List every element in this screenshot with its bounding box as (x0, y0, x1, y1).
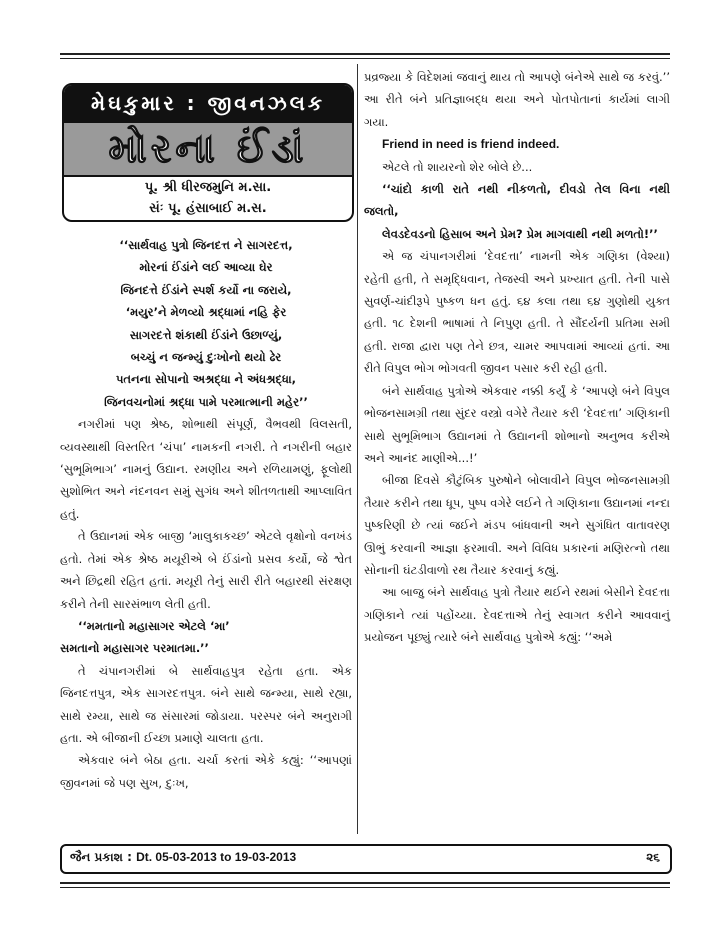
paragraph: તે ચંપાનગરીમાં બે સાર્થવાહપુત્ર રહેતા હતા. એક જિનદત્તપુત્ર, એક સાગરદત્તપુત્ર. બંને સાથે જન્મ્યા, સાથે રહ્યા, સાથે રમ્યા, સાથે જ સંસારમાં જોડાયા. પરસ્પર બંને અનુરાગી હતા. એ બીજાની ઈચ્છા પ્રમાણે ચાલતા હતા. (60, 663, 352, 745)
poem-line: બચ્ચું ન જન્મ્યું દુઃખોનો થયો ઢેર (130, 350, 282, 365)
poem-line: ‘મયુર’ને મેળવ્યો શ્રદ્ધામાં નહિ ફેર (125, 305, 287, 320)
article-title: મોરના ઈંડાં (64, 121, 352, 177)
series-title: મેઘકુમાર : જીવનઝલક (64, 85, 352, 121)
poem-line: ‘‘સાર્થવાહ પુત્રો જિનદત્ત ને સાગરદત્ત, (119, 238, 293, 252)
paragraph: આ બાજુ બંને સાર્થવાહ પુત્રો તૈયાર થઈને રથમાં બેસીને દેવદત્તા ગણિકાને ત્યાં પહોંચ્યા. દેવદત્તાએ તેનું સ્વાગત કરીને આવવાનું પ્રયોજન પૂછ્યું ત્યારે બંને સાર્થવાહ પુત્રોએ કહ્યું: ‘‘અમે (364, 585, 670, 645)
poem-line: મોરનાં ઈંડાંને લઈ આવ્યા ઘેર (139, 260, 273, 275)
poem-line: સાગરદત્તે શંકાથી ઈંડાંને ઉછાળ્યું, (129, 327, 283, 342)
paragraph: બીજા દિવસે કૌટુંબિક પુરુષોને બોલાવીને વિપુલ ભોજનસામગ્રી તૈયાર કરીને તથા ધૂપ, પુષ્પ વગેરે લઈને તે ગણિકાના ઉદ્યાનમાં નન્દા પુષ્કરિણી છે ત્યાં જઈને મંડપ બાંધવાની અને સુગંધિત વાતાવરણ ઊભું કરવાની આજ્ઞા ફરમાવી. અને વિવિધ પ્રકારનાં મણિરત્નો તથા સોનાની ઘંટડીવાળો રથ તૈયાર કરવાનું કહ્યું. (364, 473, 670, 577)
paragraph: તે ઉદ્યાનમાં એક બાજી ‘માલુકાકચ્છ’ એટલે વૃક્ષોનો વનખંડ હતો. તેમાં એક શ્રેષ્ઠ મયૂરીએ બે ઈંડાંનો પ્રસવ કર્યો, જે શ્વેત અને છિદ્રથી રહિત હતાં. મયૂરી તેનું સારી રીતે બહારથી સંરક્ષણ કરીને તેની સારસંભાળ લેતી હતી. (60, 529, 352, 611)
editor-line: સંઃ પૂ. હંસાબાઈ મ.સ. (149, 201, 267, 216)
poem-line: જિનદત્તે ઈંડાંને સ્પર્શ કર્યો ના જરાયે, (120, 282, 292, 297)
paragraph: બંને સાર્થવાહ પુત્રોએ એકવાર નક્કી કર્યું કે ‘આપણે બંને વિપુલ ભોજનસામગ્રી તથા સુંદર વસ્ત્રો વગેરે તૈયાર કરી ‘દેવદત્તા’ ગણિકાની સાથે સુભૂમિભાગ ઉદ્યાનમાં તે ઉદ્યાનની શોભાનો અનુભવ કરીએ અને આનંદ માણીએ...!’ (364, 383, 670, 465)
quote-line: ‘‘મમતાનો મહાસાગર એટલે ‘મા’ (78, 618, 230, 633)
issue-date: Dt. 05-03-2013 to 19-03-2013 (136, 850, 297, 864)
paragraph: એકવાર બંને બેઠા હતા. ચર્ચા કરતાં એકે કહ્યું: ‘‘આપણાં જીવનમાં જે પણ સુખ, દુઃખ, (60, 753, 352, 790)
poem-line: પતનના સોપાનો અશ્રદ્ધા ને અંધશ્રદ્ધા, (115, 372, 297, 387)
bottom-rule-thin (60, 887, 670, 888)
quote-line: લેવડદેવડનો હિસાબ અને પ્રેમ? પ્રેમ માગવાથી નથી મળતો!’’ (382, 226, 658, 241)
page-footer (60, 844, 672, 874)
paragraph: નગરીમાં પણ શ્રેષ્ઠ, શોભાથી સંપૂર્ણ, વૈભવથી વિલસતી, વ્યવસ્થાથી વિસ્તરિત ‘ચંપા’ નામકની નગરી. તે નગરીની બહાર ‘સુભૂમિભાગ’ નામનું ઉદ્યાન. રમણીય અને રળિયામણું, ફૂલોથી સુશોભિત અને નંદનવન સમું સુગંધ અને શીતળતાથી આપ્લાવિત હતું. (60, 417, 352, 521)
magazine-name: જૈન પ્રકાશ : (70, 850, 132, 864)
paragraph: એટલે તો શાયરનો શેર બોલે છે... (382, 159, 533, 174)
article-header (62, 83, 354, 222)
top-rule-thin (60, 58, 670, 59)
opening-poem (60, 234, 352, 413)
top-rule (60, 53, 670, 55)
page-number: ૨૬ (646, 850, 660, 864)
bottom-rule (60, 882, 670, 884)
right-column (364, 66, 670, 649)
author-line: પૂ. શ્રી ધીરજમુનિ મ.સા. (144, 180, 272, 195)
left-column (60, 234, 352, 794)
paragraph: પ્રવ્રજ્યા કે વિદેશમાં જવાનું થાય તો આપણે બંનેએ સાથે જ કરવું.’’ આ રીતે બંને પ્રતિજ્ઞાબદ્ધ થયા અને પોતપોતાનાં કાર્યમાં લાગી ગયા. (364, 70, 670, 129)
english-proverb: Friend in need is friend indeed. (382, 137, 560, 152)
poem-line: જિનવચનોમાં શ્રદ્ધા પામે પરમાત્માની મહેર’’ (104, 394, 308, 409)
footer-publication (70, 850, 296, 865)
paragraph: એ જ ચંપાનગરીમાં ‘દેવદત્તા’ નામની એક ગણિકા (વેશ્યા) રહેતી હતી, તે સમૃદ્ધિવાન, તેજસ્વી અને પ્રખ્યાત હતી. તેની પાસે સુવર્ણ-ચાંદીરૂપે પુષ્કળ ધન હતું. ૬૪ કલા તથા ૬૪ ગુણોથી યુક્ત હતી. ૧૮ દેશની ભાષામાં તે નિપુણ હતી. તે સૌંદર્યની પ્રતિમા સમી હતી. રાજા દ્વારા પણ તેને છત્ર, ચામર આપવામાં આવ્યાં હતાં. આ રીતે વિપુલ ભોગ ભોગવતી જીવન પસાર કરી રહી હતી. (364, 249, 670, 376)
column-divider (357, 64, 358, 834)
quote-line: ‘‘ચાંદો કાળી રાતે નથી નીકળતો, દીવડો તેલ વિના નથી જલતો, (364, 182, 670, 219)
quote-line: સમતાનો મહાસાગર પરમાતમા.’’ (60, 641, 209, 656)
